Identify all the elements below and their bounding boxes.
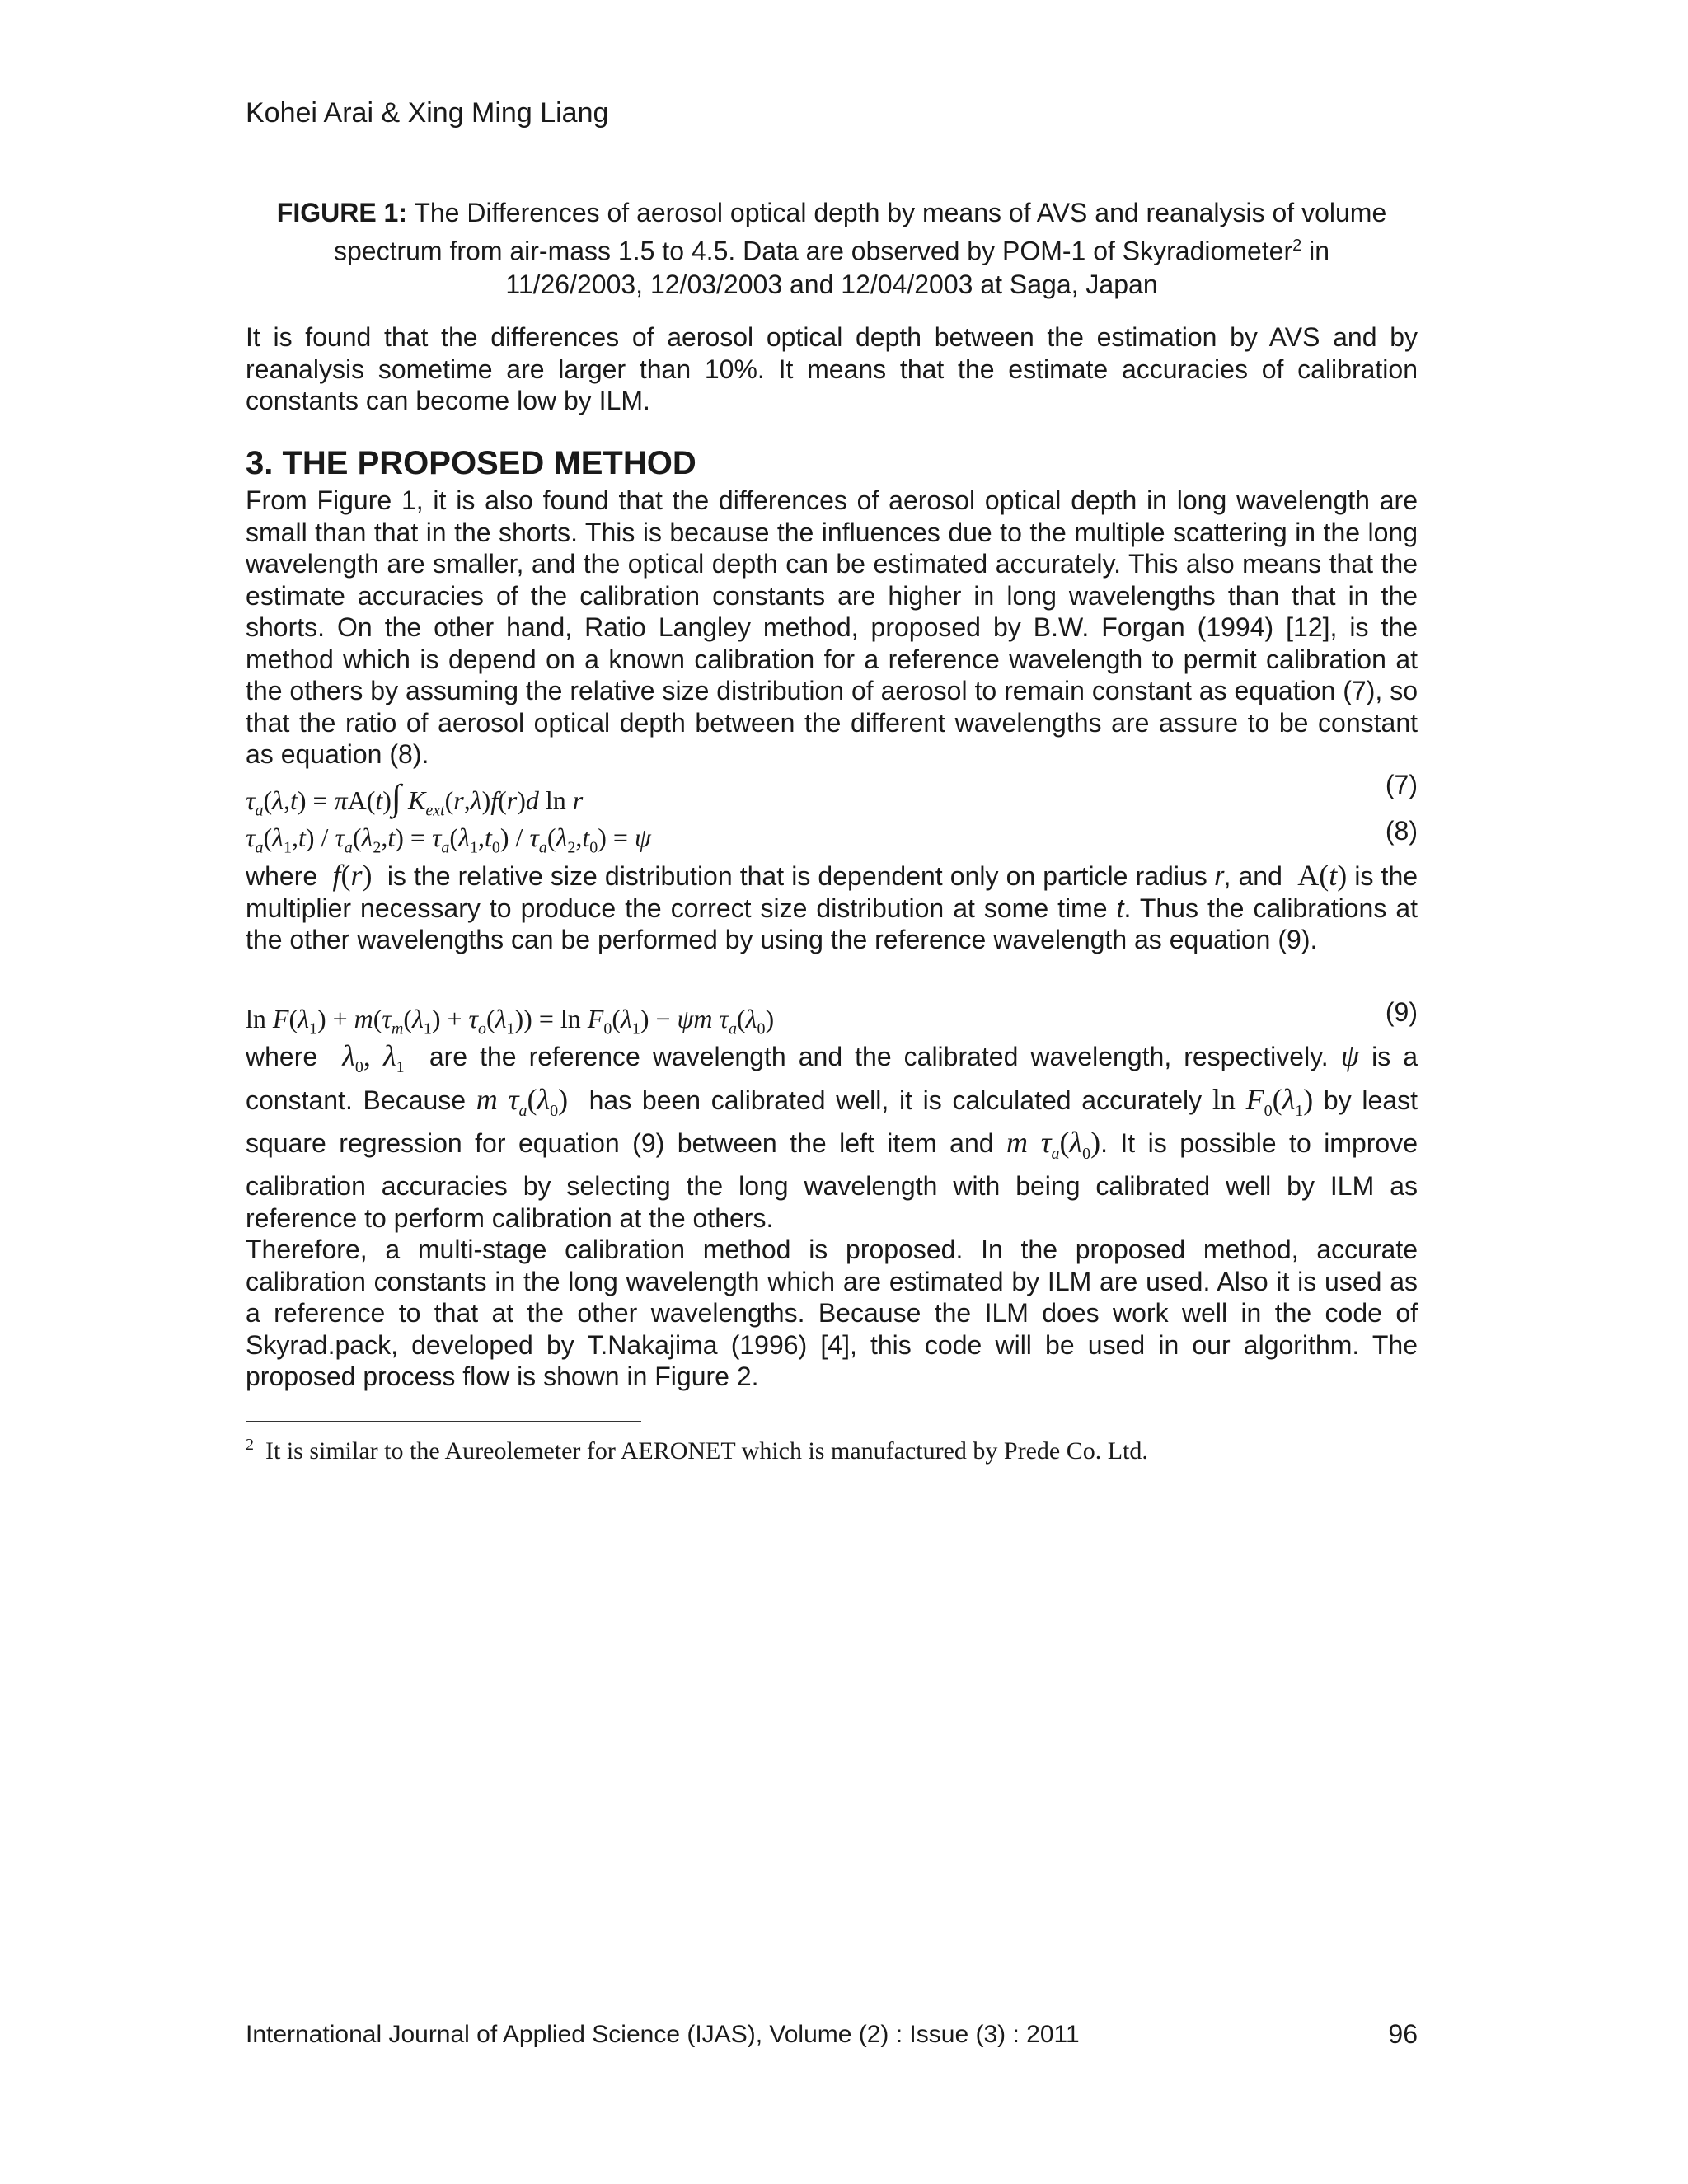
- caption-line2b: in: [1301, 236, 1330, 266]
- inline-math-lambda: $\lambda_0$, $\lambda_1$: [330, 1039, 405, 1077]
- inline-math-m-tau: m $\tau_a(\lambda_0)$: [476, 1082, 569, 1120]
- inline-math-A-t: A(t): [1297, 859, 1348, 892]
- caption-line1: The Differences of aerosol optical depth by means of AVS and reanalysis of volume: [407, 198, 1387, 227]
- equation-7: [246, 770, 1418, 820]
- caption-line3: 11/26/2003, 12/03/2003 and 12/04/2003 at Saga, Japan: [505, 269, 1158, 299]
- inline-math-f-r: f(r): [325, 859, 373, 892]
- caption-footnote-mark: 2: [1292, 237, 1302, 255]
- equation-7-formula: $\tau_a(\lambda,t) = \pi A(t)\int$ $K_{ext}(r,\lambda)f(r)d$ ln r: [246, 777, 584, 820]
- paragraph-3: where f(r) is the relative size distribution that is dependent only on particle radius r, and A(t) is the multiplier necessary to produce the correct size distribution at some time t. Thus the calibrations at the other wavelengths can be performed by using the reference wavelength as equation (9).: [246, 859, 1418, 954]
- equation-8: [246, 816, 1418, 859]
- inline-math-psi: ψ: [1340, 1039, 1360, 1072]
- paper-page: [246, 0, 1418, 2184]
- equation-8-formula: $\tau_a(\lambda_1,t) / \tau_a(\lambda_2,t) = \tau_a(\lambda_1,t_0) / \tau_a(\lambda_2,t_0) = \psi$: [246, 823, 651, 857]
- equation-7-number: (7): [1385, 770, 1418, 799]
- equation-9-formula: $\ln F(\lambda_1) + m(\tau_m(\lambda_1) + \tau_o(\lambda_1)) = \ln F_0(\lambda_1) - \psi m$ $\tau_a(\lambda_0)$: [246, 1004, 775, 1038]
- equation-9-number: (9): [1385, 997, 1418, 1027]
- caption-label: FIGURE 1:: [276, 198, 407, 227]
- footnote-mark: 2: [246, 1436, 254, 1454]
- paragraph-4: where $\lambda_0$, $\lambda_1$ are the reference wavelength and the calibrated wavelength, respectively. ψ is a constant. Because m $\tau_a(\lambda_0)$ has been calibrated well, it is calculated accurately $\ln F_0(\lambda_1)$ by least square regression for equation (9) between the left item and m $\tau_a(\lambda_0)$. It is possible to improve calibration accuracies by selecting the long wavelength with being calibrated well by ILM as reference to perform calibration at the others. Therefore, a multi-stage calibration method is proposed. In the proposed method, accurate calibration constants in the long wavelength which are estimated by ILM are used. Also it is used as a reference to that at the other wavelengths. Because the ILM does work well in the code of Skyrad.pack, developed by T.Nakajima (1996) [4], this code will be used in our algorithm. The proposed process flow is shown in Figure 2.: [246, 1039, 1418, 1392]
- running-header: Kohei Arai & Xing Ming Liang: [246, 97, 609, 129]
- section-heading: 3. THE PROPOSED METHOD: [246, 445, 696, 481]
- footnote: [246, 1436, 1148, 1465]
- footnote-text: It is similar to the Aureolemeter for AERONET which is manufactured by Prede Co. Ltd.: [265, 1437, 1148, 1465]
- paragraph-2: From Figure 1, it is also found that the differences of aerosol optical depth in long wavelength are small than that in the shorts. This is because the influences due to the multiple scattering in the long wavelength are smaller, and the optical depth can be estimated accurately. This also means that the estimate accuracies of the calibration constants are higher in long wavelengths than that in the shorts. On the other hand, Ratio Langley method, proposed by B.W. Forgan (1994) [12], is the method which is depend on a known calibration for a reference wavelength to permit calibration at the others by assuming the relative size distribution of aerosol to remain constant as equation (7), so that the ratio of aerosol optical depth between the different wavelengths are assure to be constant as equation (8).: [246, 485, 1418, 769]
- figure-caption: [246, 196, 1418, 301]
- journal-footer: International Journal of Applied Science (IJAS), Volume (2) : Issue (3) : 2011: [246, 2021, 1080, 2048]
- page-number: 96: [1388, 2019, 1418, 2049]
- footnote-divider: [246, 1421, 641, 1422]
- inline-math-lnF0: $\ln F_0(\lambda_1)$: [1212, 1082, 1314, 1120]
- inline-math-m-tau-2: m $\tau_a(\lambda_0)$: [1006, 1126, 1101, 1164]
- equation-8-number: (8): [1385, 816, 1418, 846]
- paragraph-1: It is found that the differences of aerosol optical depth between the estimation by AVS and by reanalysis sometime are larger than 10%. It means that the estimate accuracies of calibration constants can become low by ILM.: [246, 322, 1418, 415]
- caption-line2a: spectrum from air-mass 1.5 to 4.5. Data are observed by POM-1 of Skyradiometer: [333, 236, 1293, 266]
- equation-9: [246, 997, 1418, 1040]
